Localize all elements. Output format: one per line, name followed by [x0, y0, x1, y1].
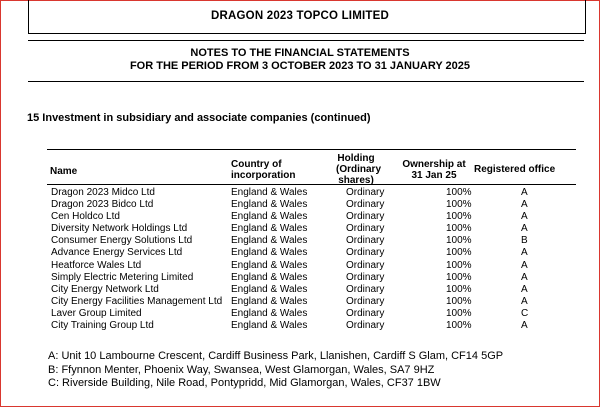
- table-row: [0, 284, 600, 296]
- cell-country: England & Wales: [231, 259, 308, 271]
- cell-name: Dragon 2023 Bidco Ltd: [51, 199, 154, 211]
- cell-country: England & Wales: [231, 271, 308, 283]
- table-row: [0, 308, 600, 320]
- cell-name: City Energy Network Ltd: [51, 283, 159, 295]
- table-row: [0, 187, 600, 199]
- table-row: [0, 235, 600, 247]
- table-header-rule: [47, 184, 576, 185]
- cell-holding: Ordinary: [346, 307, 385, 319]
- cell-name: Laver Group Limited: [51, 307, 142, 319]
- cell-registered: A: [521, 320, 528, 332]
- cell-ownership: 100%: [446, 295, 472, 307]
- col-header-holding-line: (Ordinary: [336, 164, 382, 175]
- cell-registered: A: [521, 199, 528, 211]
- table-row: [0, 247, 600, 259]
- table-row: [0, 199, 600, 211]
- cell-name: Dragon 2023 Midco Ltd: [51, 187, 155, 198]
- cell-ownership: 100%: [446, 199, 472, 211]
- notes-title: NOTES TO THE FINANCIAL STATEMENTS: [190, 47, 410, 59]
- cell-country: England & Wales: [231, 199, 308, 211]
- cell-holding: Ordinary: [346, 295, 385, 307]
- cell-ownership: 100%: [446, 187, 472, 198]
- col-header-country-line: Country of: [231, 159, 282, 170]
- table-row: [0, 272, 600, 284]
- cell-registered: A: [521, 211, 528, 223]
- table-row: [0, 211, 600, 223]
- address-list: [48, 350, 503, 391]
- cell-ownership: 100%: [446, 271, 472, 283]
- cell-registered: B: [521, 235, 528, 247]
- cell-registered: A: [521, 223, 528, 235]
- cell-ownership: 100%: [446, 307, 472, 319]
- cell-registered: A: [521, 295, 528, 307]
- table-row: [0, 296, 600, 308]
- col-header-country-line: incorporation: [231, 170, 296, 181]
- cell-name: Advance Energy Services Ltd: [51, 247, 183, 259]
- table-row: [0, 260, 600, 272]
- cell-holding: Ordinary: [346, 320, 385, 332]
- cell-name: Consumer Energy Solutions Ltd: [51, 235, 193, 247]
- cell-registered: A: [521, 247, 528, 259]
- divider: [28, 81, 584, 82]
- col-header-holding-line: Holding: [337, 153, 375, 164]
- cell-country: England & Wales: [231, 223, 308, 235]
- cell-ownership: 100%: [446, 259, 472, 271]
- cell-country: England & Wales: [231, 211, 308, 223]
- cell-holding: Ordinary: [346, 271, 385, 283]
- cell-registered: A: [521, 271, 528, 283]
- col-header-holding: [336, 153, 382, 186]
- divider: [28, 40, 584, 41]
- cell-holding: Ordinary: [346, 259, 385, 271]
- cell-registered: C: [521, 307, 529, 319]
- table-top-rule: [47, 149, 576, 150]
- cell-holding: Ordinary: [346, 187, 385, 198]
- cell-holding: Ordinary: [346, 247, 385, 259]
- cell-holding: Ordinary: [346, 223, 385, 235]
- col-header-name: Name: [50, 166, 78, 177]
- cell-country: England & Wales: [231, 247, 308, 259]
- cell-ownership: 100%: [446, 235, 472, 247]
- col-header-country: [231, 159, 295, 181]
- cell-country: England & Wales: [231, 320, 308, 332]
- cell-ownership: 100%: [446, 211, 472, 223]
- cell-ownership: 100%: [446, 283, 472, 295]
- cell-ownership: 100%: [446, 247, 472, 259]
- cell-country: England & Wales: [231, 283, 308, 295]
- table-body: [0, 187, 600, 332]
- company-name: DRAGON 2023 TOPCO LIMITED: [211, 10, 389, 22]
- col-header-ownership: [402, 159, 466, 181]
- cell-registered: A: [521, 259, 528, 271]
- cell-registered: A: [521, 187, 528, 198]
- cell-country: England & Wales: [231, 307, 308, 319]
- period-title: FOR THE PERIOD FROM 3 OCTOBER 2023 TO 31 JANUARY 2025: [129, 60, 471, 72]
- cell-holding: Ordinary: [346, 235, 385, 247]
- cell-holding: Ordinary: [346, 211, 385, 223]
- cell-country: England & Wales: [231, 235, 308, 247]
- cell-ownership: 100%: [446, 223, 472, 235]
- table-row: [0, 320, 600, 332]
- address-a: A: Unit 10 Lambourne Crescent, Cardiff Business Park, Llanishen, Cardiff S Glam, CF14 5GP: [48, 350, 504, 362]
- table-row: [0, 223, 600, 235]
- col-header-ownership-line: Ownership at: [402, 159, 466, 170]
- col-header-holding-line: shares): [338, 175, 374, 186]
- col-header-ownership-line: 31 Jan 25: [411, 170, 457, 181]
- cell-name: Diversity Network Holdings Ltd: [51, 223, 188, 235]
- cell-holding: Ordinary: [346, 199, 385, 211]
- cell-name: City Energy Facilities Management Ltd: [51, 295, 223, 307]
- cell-name: Heatforce Wales Ltd: [51, 259, 142, 271]
- section-title: 15 Investment in subsidiary and associate companies (continued): [27, 112, 371, 124]
- cell-name: Simply Electric Metering Limited: [51, 271, 194, 283]
- address-c: C: Riverside Building, Nile Road, Pontypridd, Mid Glamorgan, Wales, CF37 1BW: [48, 377, 441, 389]
- cell-name: City Training Group Ltd: [51, 320, 154, 332]
- notes-heading: [0, 47, 600, 73]
- cell-country: England & Wales: [231, 295, 308, 307]
- address-b: B: Ffynnon Menter, Phoenix Way, Swansea, West Glamorgan, Wales, SA7 9HZ: [48, 363, 435, 376]
- cell-ownership: 100%: [446, 320, 472, 332]
- cell-country: England & Wales: [231, 187, 308, 198]
- col-header-registered: Registered office: [474, 164, 556, 175]
- cell-name: Cen Holdco Ltd: [51, 211, 120, 223]
- cell-registered: A: [521, 283, 528, 295]
- cell-holding: Ordinary: [346, 283, 385, 295]
